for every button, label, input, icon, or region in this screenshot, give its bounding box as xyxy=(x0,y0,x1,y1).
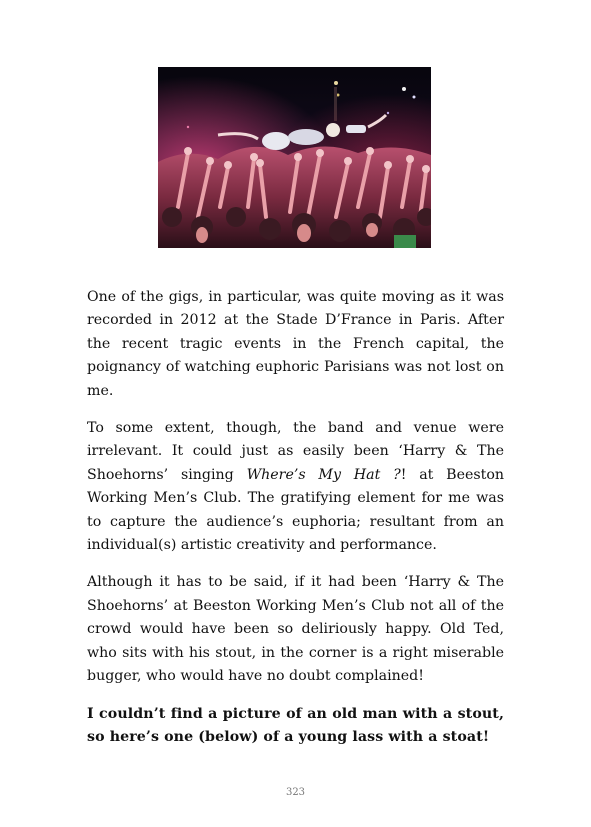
song-title: Where’s My Hat ? xyxy=(246,466,401,483)
paragraph-stoat-bold: I couldn’t find a picture of an old man with a stout, so here’s one (below) of a young lass with a stoat! xyxy=(87,705,504,745)
page-number: 323 xyxy=(285,787,306,798)
paragraph-band-venue xyxy=(87,417,504,557)
paragraph-gigs: One of the gigs, in particular, was quite moving as it was recorded in 2012 at the Stade D’France in Paris. After the recent tragic events in the French capital, the poignancy of watching euphoric Parisians was not lost on me. xyxy=(87,289,504,399)
paragraph-old-ted: Although it has to be said, if it had been ‘Harry & The Shoehorns’ at Beeston Working Men’s Club not all of the crowd would have been so deliriously happy. Old Ted, who sits with his stout, in the corner is a right miserable bugger, who would have no doubt complained! xyxy=(87,574,504,685)
crowd-photo-graphic xyxy=(158,67,431,248)
paragraph-band-venue-start: To some extent, though, the band and venue were irrelevant. It could just as easily been ‘Harry & The Shoehorns’ singing xyxy=(87,420,504,483)
body-text xyxy=(87,286,504,763)
concert-crowd-photo xyxy=(158,67,431,248)
paragraph-band-venue-end: ! at Beeston Working Men’s Club. The gratifying element for me was to capture the audience’s euphoria; resultant from an individual(s) artistic creativity and performance. xyxy=(87,466,505,554)
